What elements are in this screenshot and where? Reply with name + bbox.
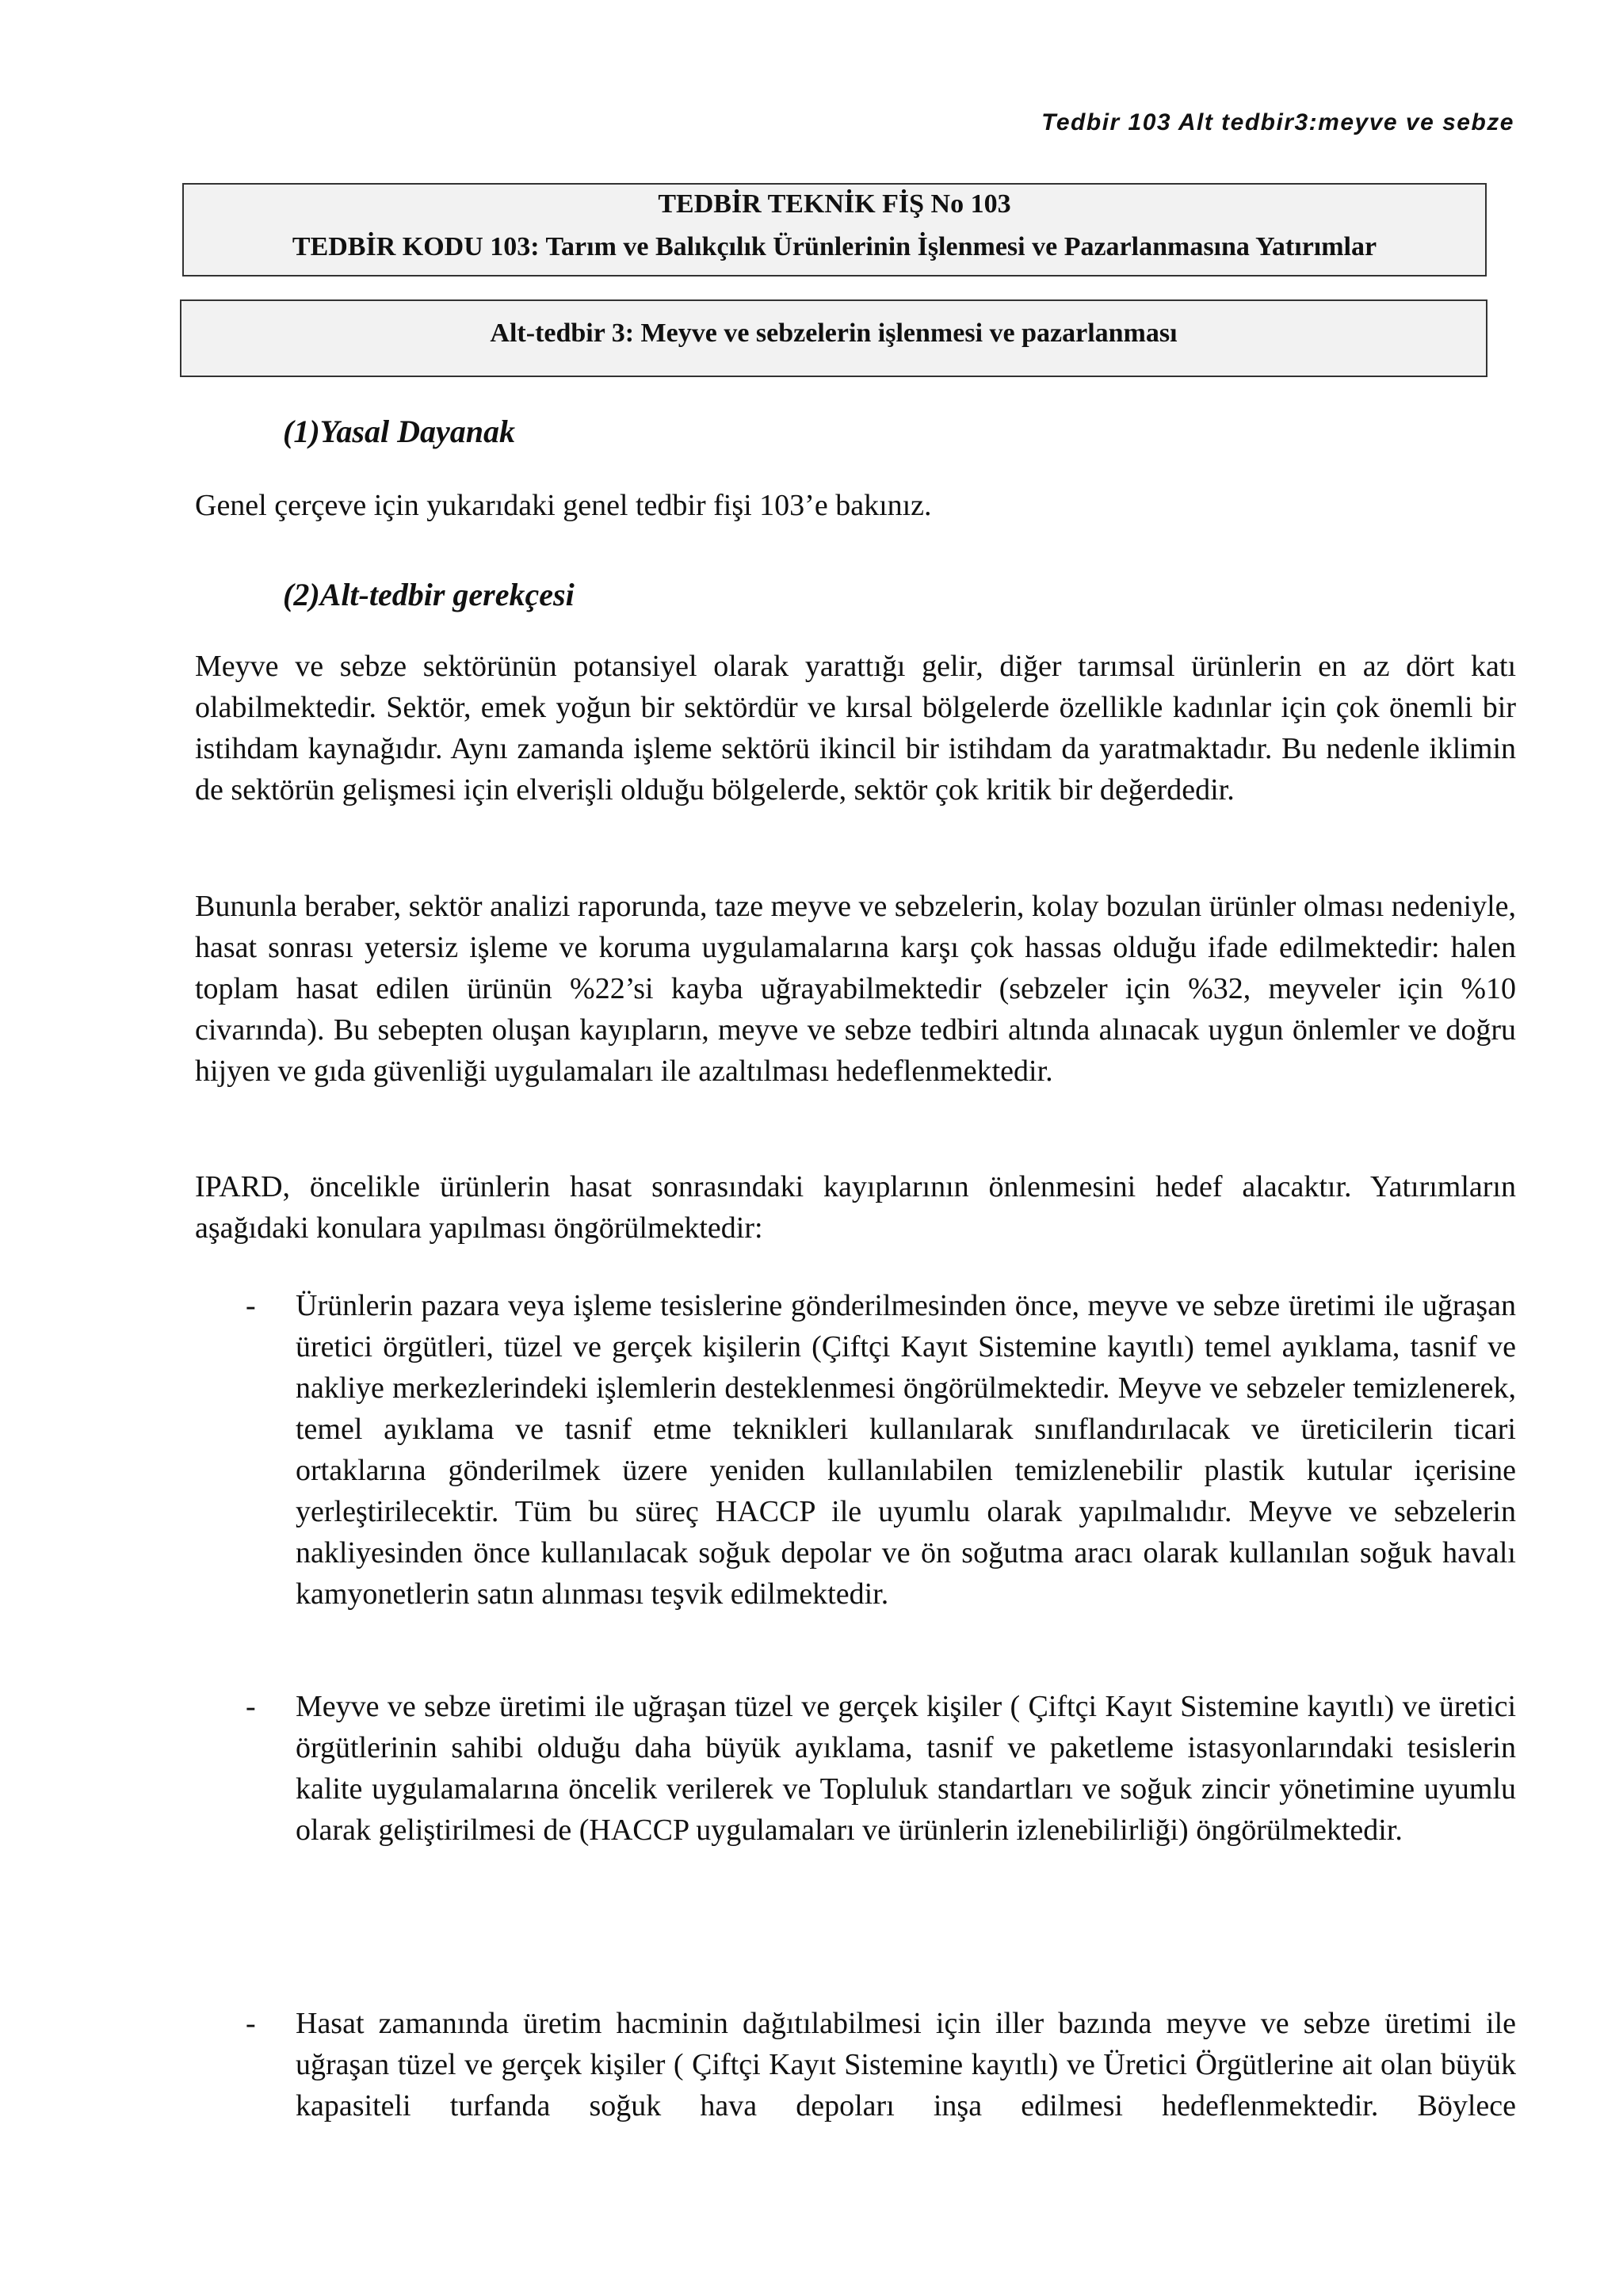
rationale-paragraph-1: Meyve ve sebze sektörünün potansiyel olarak yarattığı gelir, diğer tarımsal ürünlerin en az dört katı olabilmektedir. Sektör, emek yoğun bir sektördür ve kırsal bölgelerde özellikle kadınlar için çok önemli bir istihdam kaynağıdır. Aynı zamanda işleme sektörü ikincil bir istihdam da yaratmaktadır. Bu nedenle iklimin de sektörün gelişmesi için elverişli olduğu bölgelerde, sektör çok kritik bir değerdedir. [195, 650, 1516, 807]
rationale-paragraph-2: Bununla beraber, sektör analizi raporunda, taze meyve ve sebzelerin, kolay bozulan ürünler olması nedeniyle, hasat sonrası yetersiz işleme ve koruma uygulamalarına karşı çok hassas olduğu ifade edilmektedir: halen toplam hasat edilen ürünün %22’si kayba uğrayabilmektedir (sebzeler için %32, meyveler için %10 civarında). Bu sebepten oluşan kayıpların, meyve ve sebze tedbiri altında alınacak uygun önlemler ve doğru hijyen ve gıda güvenliği uygulamaları ile azaltılması hedeflenmektedir. [195, 890, 1516, 1088]
rationale-paragraph-3: IPARD, öncelikle ürünlerin hasat sonrasındaki kayıplarının önlenmesini hedef alacaktır. Yatırımların aşağıdaki konulara yapılması öngörülmektedir: [195, 1170, 1516, 1245]
measure-title-box [182, 183, 1487, 277]
legal-basis-text: Genel çerçeve için yukarıdaki genel tedbir fişi 103’e bakınız. [195, 489, 932, 522]
running-header: Tedbir 103 Alt tedbir3:meyve ve sebze [1041, 109, 1514, 135]
section-heading-legal-basis: (1)Yasal Dayanak [283, 414, 515, 449]
bullet-item-2: Meyve ve sebze üretimi ile uğraşan tüzel ve gerçek kişiler ( Çiftçi Kayıt Sistemine kayıtlı) ve üretici örgütlerinin sahibi olduğu daha büyük ayıklama, tasnif ve paketleme istasyonlarındaki tesislerin kalite uygulamalarına öncelik verilerek ve Topluluk standartları ve soğuk zincir yönetimine uyumlu olarak geliştirilmesi de (HACCP uygulamaları ve ürünlerin izlenebilirliği) öngörülmektedir. [296, 1690, 1516, 1847]
bullet-marker: - [246, 2007, 256, 2040]
sub-measure-title: Alt-tedbir 3: Meyve ve sebzelerin işlenmesi ve pazarlanması [490, 318, 1178, 348]
bullet-item-1: Ürünlerin pazara veya işleme tesislerine gönderilmesinden önce, meyve ve sebze üretimi ile uğraşan üretici örgütleri, tüzel ve gerçek kişilerin (Çiftçi Kayıt Sistemine kayıtlı) temel ayıklama, tasnif ve nakliye merkezlerindeki işlemlerin desteklenmesi öngörülmektedir. Meyve ve sebzeler temizlenerek, temel ayıklama ve tasnif etme teknikleri kullanılarak sınıflandırılacak ve üreticilerin ticari ortaklarına gönderilmek üzere yeniden kullanılabilen temizlenebilir plastik kutular içerisine yerleştirilecektir. Tüm bu süreç HACCP ile uyumlu olarak yapılmalıdır. Meyve ve sebzelerin nakliyesinden önce kullanılacak soğuk depolar ve ön soğutma aracı olarak kullanılan soğuk havalı kamyonetlerin satın alınması teşvik edilmektedir. [296, 1289, 1516, 1611]
bullet-marker: - [246, 1289, 256, 1322]
bullet-item-3: Hasat zamanında üretim hacminin dağıtılabilmesi için iller bazında meyve ve sebze üretimi ile uğraşan tüzel ve gerçek kişiler ( Çiftçi Kayıt Sistemine kayıtlı) ve Üretici Örgütlerine ait olan büyük kapasiteli turfanda soğuk hava depoları inşa edilmesi hedeflenmektedir. Böylece [296, 2007, 1516, 2122]
measure-sheet-title: TEDBİR TEKNİK FİŞ No 103 [658, 189, 1011, 219]
sub-measure-box [180, 299, 1487, 377]
section-heading-rationale: (2)Alt-tedbir gerekçesi [283, 577, 575, 612]
bullet-marker: - [246, 1690, 256, 1723]
measure-code-title: TEDBİR KODU 103: Tarım ve Balıkçılık Ürünlerinin İşlenmesi ve Pazarlanmasına Yatırımlar [292, 232, 1377, 261]
